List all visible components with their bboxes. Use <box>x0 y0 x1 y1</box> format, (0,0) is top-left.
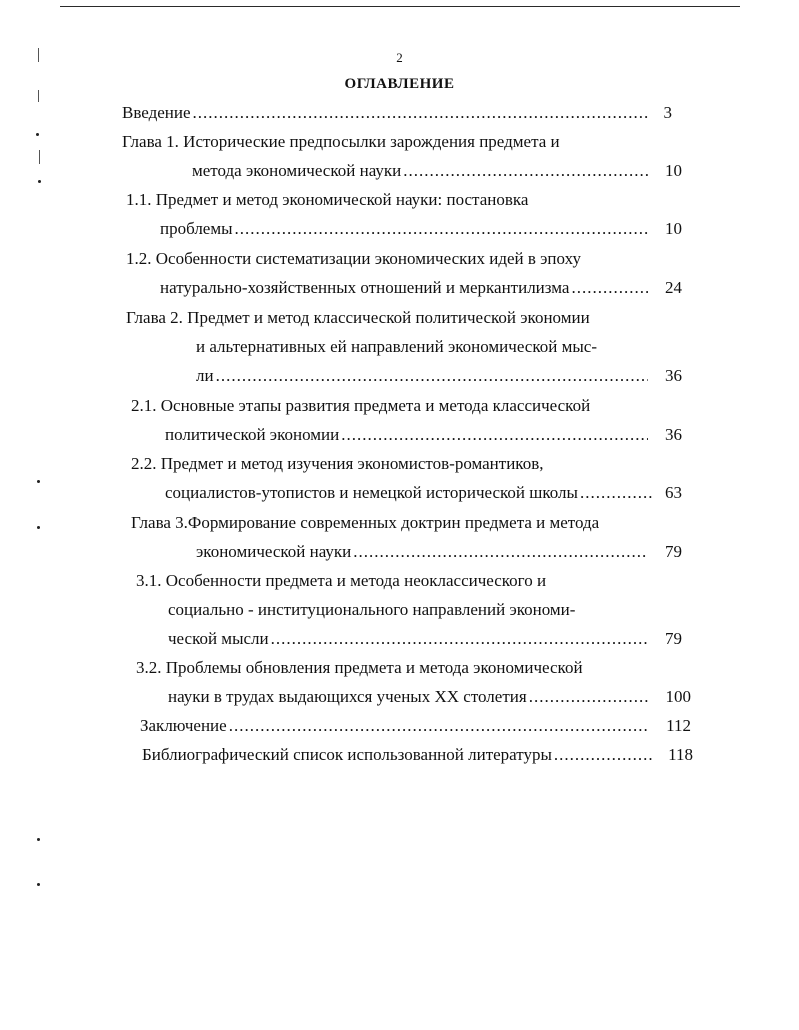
toc-entry-text: науки в трудах выдающихся ученых XX столетия <box>168 687 527 706</box>
toc-entry-text: социалистов-утопистов и немецкой исторической школы <box>165 483 578 502</box>
toc-page-number: 112 <box>666 716 691 735</box>
leader-dots <box>571 276 648 300</box>
toc-entry-section-2-2-cont[interactable] <box>165 481 655 505</box>
toc-entry-text: экономической науки <box>196 542 352 561</box>
toc-entry-section-3-2[interactable]: 3.2. Проблемы обновления предмета и метода экономической <box>136 658 583 677</box>
scan-speck <box>37 526 40 529</box>
toc-entry-text: Введение <box>122 103 191 122</box>
toc-entry-section-2-1[interactable]: 2.1. Основные этапы развития предмета и метода классической <box>131 396 591 415</box>
scan-speck <box>36 133 39 136</box>
toc-entry-text: Библиографический список использованной литературы <box>142 745 552 764</box>
toc-entry-text: ли <box>196 366 214 385</box>
leader-dots <box>216 364 648 388</box>
toc-entry-section-3-1[interactable]: 3.1. Особенности предмета и метода неоклассического и <box>136 571 547 590</box>
page-number: 2 <box>396 50 403 65</box>
leader-dots <box>193 101 648 125</box>
toc-entry-text: метода экономической науки <box>192 161 402 180</box>
toc-entry-section-3-2-cont[interactable] <box>168 685 650 709</box>
leader-dots <box>529 685 648 709</box>
toc-page-number: 3 <box>663 103 672 122</box>
toc-entry-chapter-1-cont[interactable] <box>192 159 650 183</box>
toc-entry-text: проблемы <box>160 219 233 238</box>
scan-margin-mark <box>39 150 40 164</box>
toc-page-number: 63 <box>665 483 682 502</box>
leader-dots <box>229 714 648 738</box>
scan-speck <box>37 480 40 483</box>
toc-page-number: 79 <box>665 542 682 561</box>
leader-dots <box>271 627 648 651</box>
toc-entry-section-1-2-cont[interactable] <box>160 276 650 300</box>
toc-entry-chapter-1[interactable]: Глава 1. Исторические предпосылки зарождения предмета и <box>122 132 560 151</box>
toc-entry-text: Заключение <box>140 716 227 735</box>
toc-entry-section-2-1-cont[interactable] <box>165 423 650 447</box>
toc-entry-chapter-2-cont[interactable] <box>196 364 650 388</box>
toc-entry-chapter-2-cont[interactable]: и альтернативных ей направлений экономической мыс- <box>196 337 597 356</box>
leader-dots <box>341 423 648 447</box>
toc-entry-section-1-2[interactable]: 1.2. Особенности систематизации экономических идей в эпоху <box>126 249 581 268</box>
toc-entry-text: политической экономии <box>165 425 340 444</box>
leader-dots <box>403 159 648 183</box>
toc-page-number: 79 <box>665 629 682 648</box>
leader-dots <box>235 217 648 241</box>
scan-border-line <box>60 6 740 7</box>
toc-entry-text: натурально-хозяйственных отношений и меркантилизма <box>160 278 570 297</box>
toc-entry-section-3-1-cont[interactable] <box>168 627 650 651</box>
toc-page-number: 118 <box>668 745 693 764</box>
toc-entry-intro[interactable] <box>122 101 650 125</box>
toc-entry-section-3-1-cont[interactable]: социально - институционального направлений экономи- <box>168 600 576 619</box>
toc-entry-chapter-3[interactable]: Глава 3.Формирование современных доктрин предмета и метода <box>131 513 600 532</box>
scan-speck <box>38 180 41 183</box>
toc-entry-section-1-1[interactable]: 1.1. Предмет и метод экономической науки: постановка <box>126 190 529 209</box>
toc-entry-conclusion[interactable] <box>140 714 650 738</box>
scan-speck <box>37 883 40 886</box>
toc-page-number: 100 <box>665 687 691 706</box>
toc-entry-section-1-1-cont[interactable] <box>160 217 650 241</box>
toc-page-number: 36 <box>665 366 682 385</box>
toc-entry-chapter-2[interactable]: Глава 2. Предмет и метод классической политической экономии <box>126 308 590 327</box>
toc-entry-chapter-3-cont[interactable] <box>196 540 650 564</box>
toc-page-number: 10 <box>665 219 682 238</box>
toc-page-number: 10 <box>665 161 682 180</box>
page-title: ОГЛАВЛЕНИЕ <box>344 76 455 92</box>
toc-entry-section-2-2[interactable]: 2.2. Предмет и метод изучения экономистов-романтиков, <box>131 454 544 473</box>
leader-dots <box>353 540 648 564</box>
scan-speck <box>37 838 40 841</box>
toc-page-number: 24 <box>665 278 682 297</box>
toc-entry-text: ческой мысли <box>168 629 269 648</box>
toc-entry-bibliography[interactable] <box>142 743 656 767</box>
leader-dots <box>554 743 654 767</box>
toc-page-number: 36 <box>665 425 682 444</box>
